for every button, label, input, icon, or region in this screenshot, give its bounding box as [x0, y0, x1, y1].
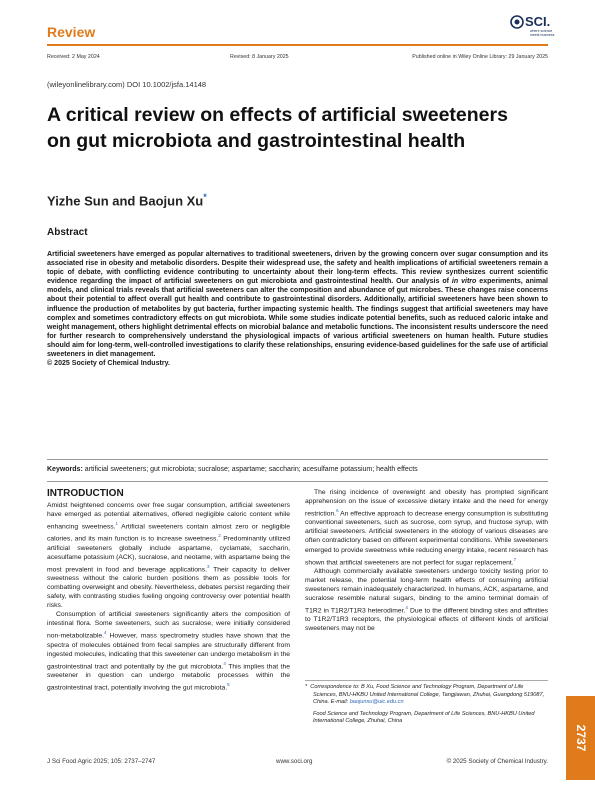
intro-heading: INTRODUCTION — [47, 488, 124, 499]
logo-swirl-icon — [510, 15, 524, 29]
citation-ref[interactable]: 2 — [218, 533, 221, 539]
email-link[interactable]: baojunxu@uic.edu.cn — [349, 699, 404, 706]
abstract-heading: Abstract — [47, 227, 88, 238]
intro-paragraph-2: Consumption of artificial sweeteners significantly alters the composition of intestinal flora. Some sweeteners, such as sucralose, were initially considered non-metabolizable.$^4$ However, mass spectrometry studies have shown that the spectra of molecules obtained from fecal samples are structurally different from ingested molecules, indicating that this sweetener can undergo metabolism in the gastrointestinal tract and potentially by the gut microbiota.$^4$ This implies that the sweetener in question can undergo metabolic processes within the gastrointestinal tract, potentially involving the gut microbiota.$^5$ — [47, 611, 290, 692]
left-column — [47, 488, 290, 692]
page-number-tab — [566, 696, 595, 780]
page-number: 2737 — [574, 724, 588, 752]
citation-ref[interactable]: 1 — [115, 521, 118, 527]
citation-ref[interactable]: 3 — [207, 563, 210, 569]
article-title: A critical review on effects of artificial sweeteners on gut microbiota and gastrointestinal health — [47, 104, 508, 152]
header-rule — [47, 44, 548, 46]
doi[interactable]: (wileyonlinelibrary.com) DOI 10.1002/jsfa.14148 — [47, 80, 207, 89]
citation-ref[interactable]: 4 — [405, 605, 408, 611]
section-label: Review — [47, 24, 96, 40]
correspondence-note: * Correspondence to: B Xu, Food Science and Technology Program, Department of Life Sciences, BNU-HKBU United International College, Tangjiawan, Zhuhai, Guangdong 519087, China. E-mail: baojunxu@uic.edu.cn — [305, 684, 545, 706]
keywords-bottom-rule — [47, 481, 548, 482]
footnote-rule — [305, 680, 548, 681]
abstract-copyright: © 2025 Society of Chemical Industry. — [47, 360, 170, 368]
sci-logo — [510, 12, 555, 40]
footnotes — [305, 684, 548, 730]
corresponding-mark: * — [203, 192, 207, 202]
citation-ref[interactable]: 5 — [227, 682, 230, 688]
right-column — [305, 488, 548, 633]
authors — [47, 192, 207, 208]
published-date: Published online in Wiley Online Library: 29 January 2025 — [412, 54, 548, 60]
citation-ref[interactable]: 4 — [223, 660, 226, 666]
journal-citation: J Sci Food Agric 2025; 105: 2737–2747 — [47, 758, 156, 765]
logo-tagline: where science meets business — [530, 29, 555, 37]
citation-ref[interactable]: 4 — [104, 630, 107, 636]
logo-text: SCI. — [525, 14, 551, 29]
intro-paragraph-3: The rising incidence of overweight and obesity has prompted significant apprehension on the issue of excessive dietary intake and the need for energy restriction.$^6$ An effective approach to decrease energy consumption is substituting conventional sweeteners, such as sucrose, corn syrup, and fructose syrup, with artificial sweeteners. Artificial sweeteners in the etiology of various diseases are often contradictory based on different experimental conditions. While sweeteners emerged to provide sweetness while reducing energy intake, recent research has shown that artificial sweeteners are not perfect for sugar replacement.$^7$ — [305, 489, 548, 566]
received-date: Received: 2 May 2024 — [47, 54, 100, 60]
keywords-top-rule — [47, 459, 548, 460]
author-names: Yizhe Sun and Baojun Xu — [47, 193, 204, 209]
intro-paragraph-4: Although commercially available sweeteners undergo toxicity testing prior to market release, the potential long-term health effects of consuming artificial sweeteners remain inadequately characterized. In humans, ACK, aspartame, and sucralose resemble natural sugars, binding to the amino terminal domain of T1R2 in T1R2/T1R3 heterodimer.$^4$ Due to the different binding sites and affinities to T1R2/T1R3 receptors, the physiological effects of different kinds of artificial sweeteners may not be — [305, 567, 549, 633]
citation-ref[interactable]: 7 — [513, 556, 517, 562]
revised-date: Revised: 8 January 2025 — [230, 54, 289, 60]
abstract-body: Artificial sweeteners have emerged as popular alternatives to traditional sweeteners, driven by the growing concern over sugar consumption and its associated rise in obesity and metabolic disorders. Despite their widespread use, the safety and health implications of artificial sweeteners remain a topic of debate, with conflicting evidence contributing to uncertainty about their long-term effects. This review synthesizes current scientific evidence regarding the impact of artificial sweeteners on gut microbiota and gastrointestinal health. Our analysis of in vitro experiments, animal models, and clinical trials reveals that artificial sweeteners can alter the composition and abundance of gut microbes. These changes raise concerns about their potential to affect overall gut health and contribute to gastrointestinal disorders. Additionally, artificial sweeteners have been shown to influence the production of metabolites by gut bacteria, further impacting systemic health. The findings suggest that artificial sweeteners may have complex and sometimes contradictory effects on gut microbiota. While some studies indicate potential benefits, such as reduced caloric intake and weight management, others highlight detrimental effects on microbial balance and metabolic functions. The inconsistent results underscore the need for further research to comprehensively understand the physiological impacts of various artificial sweeteners on human health. Future studies should aim for long-term, well-controlled investigations to clarify these relationships, ensuring evidence-based guidelines for the safe use of artificial sweeteners in diet management. © 2025 Society of Chemical Industry. — [47, 251, 548, 368]
footer-copyright: © 2025 Society of Chemical Industry. — [446, 758, 548, 765]
keywords: Keywords: artificial sweeteners; gut microbiota; sucralose; aspartame; saccharin; acesulfame potassium; health effects — [47, 466, 418, 473]
affiliation-note: Food Science and Technology Program, Department of Life Sciences, BNU-HKBU United International College, Zhuhai, China — [313, 710, 535, 725]
intro-paragraph-1: Amidst heightened concerns over free sugar consumption, artificial sweeteners have emerged as potential alternatives, offered negligible caloric content while enhancing sweetness.$^1$ Artificial sweeteners contain almost zero or negligible calories, and its main function is to increase sweetness.$^2$ Predominantly utilized artificial sweeteners globally include aspartame, cyclamate, saccharin, acesulfame potassium (ACK), sucralose, and neotame, with aspartame being the most prevalent in food and beverage applications.$^3$ Their capacity to deliver sweetness without the caloric burden positions them as possible tools for combatting overweight and obesity. Nevertheless, debates persist regarding their safety, with contrasting studies fueling ongoing controversy over potential health risks. — [47, 502, 290, 610]
society-url[interactable]: www.soci.org — [276, 758, 313, 765]
citation-ref[interactable]: 6 — [336, 508, 339, 514]
